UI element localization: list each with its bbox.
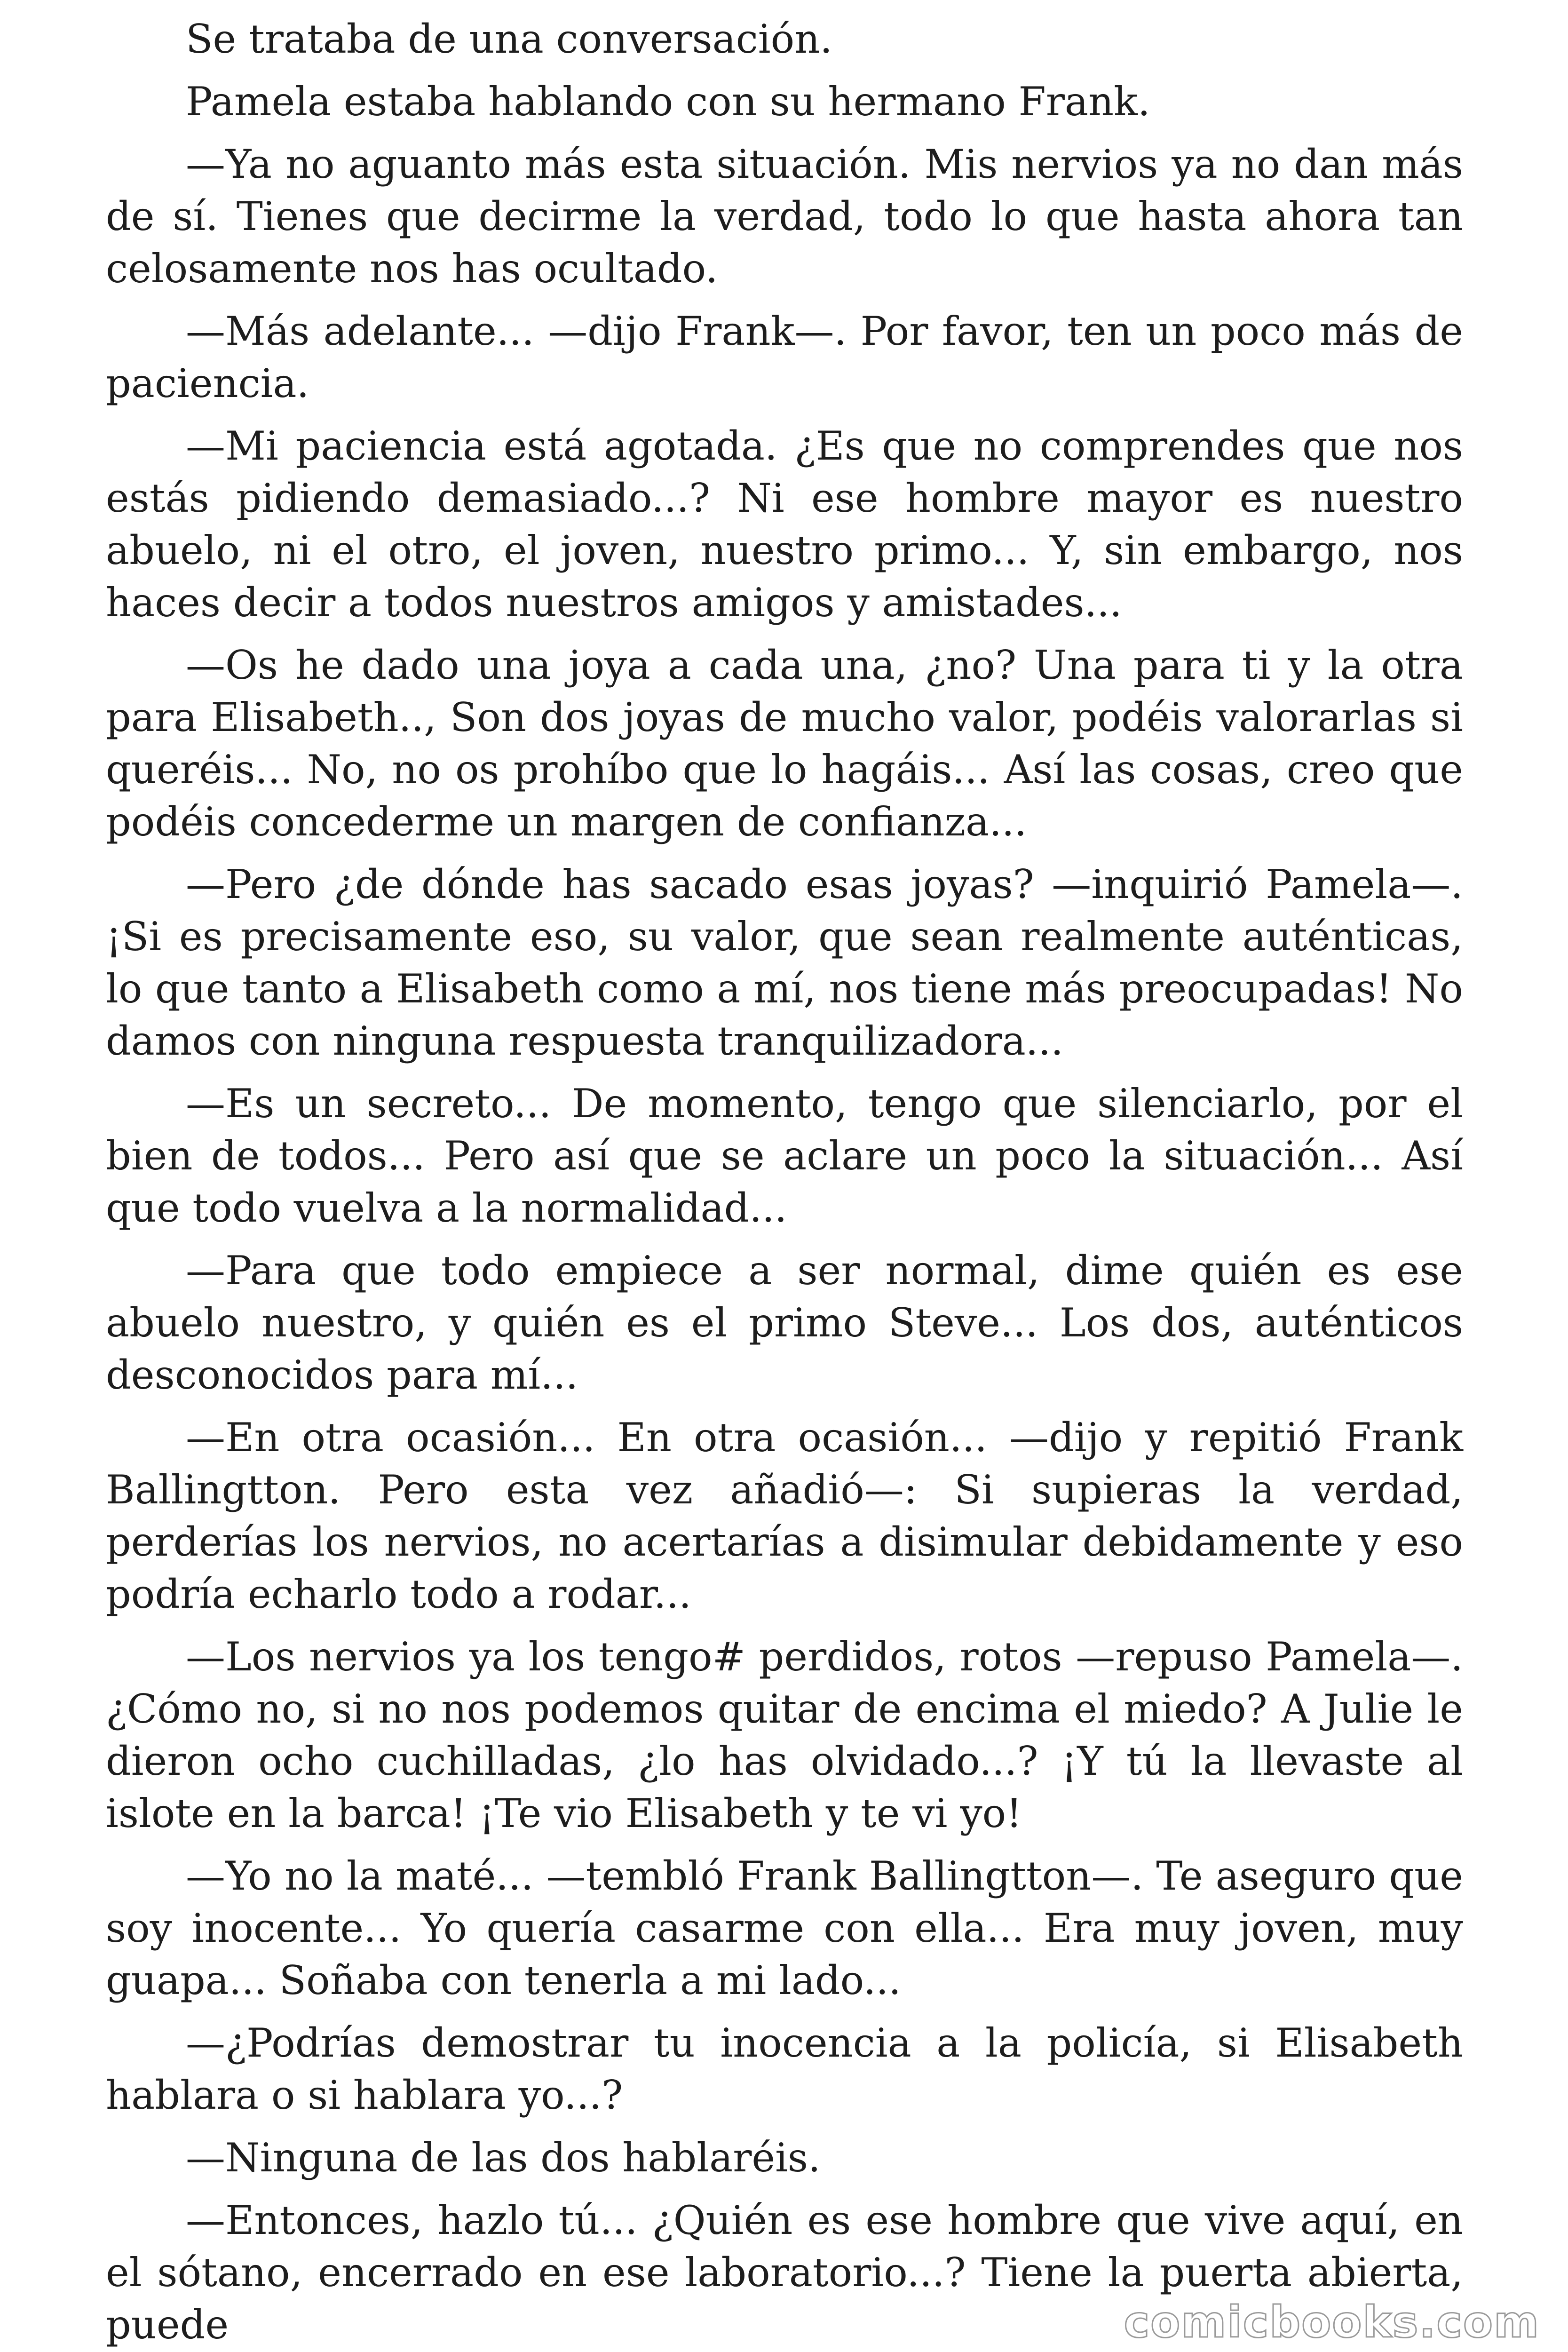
paragraph: —Yo no la maté... —tembló Frank Ballingtton—. Te aseguro que soy inocente... Yo quería casarme con ella... Era muy joven, muy guapa... Soñaba con tenerla a mi lado...: [106, 1853, 1463, 2003]
paragraph: —Pero ¿de dónde has sacado esas joyas? —inquirió Pamela—. ¡Si es precisamente eso, su valor, que sean realmente auténticas, lo que tanto a Elisabeth como a mí, nos tiene más preocupadas! No damos con ninguna respuesta tranquilizadora...: [106, 861, 1463, 1064]
book-page: [106, 13, 1463, 2352]
paragraph: —Es un secreto... De momento, tengo que silenciarlo, por el bien de todos... Pero así que se aclare un poco la situación... Así que todo vuelva a la normalidad...: [106, 1081, 1463, 1231]
paragraph: —Ya no aguanto más esta situación. Mis nervios ya no dan más de sí. Tienes que decirme la verdad, todo lo que hasta ahora tan celosamente nos has ocultado.: [106, 141, 1463, 292]
paragraph: —Más adelante... —dijo Frank—. Por favor, ten un poco más de paciencia.: [106, 308, 1463, 406]
paragraph: Se trataba de una conversación.: [186, 16, 833, 62]
paragraph: —En otra ocasión... En otra ocasión... —dijo y repitió Frank Ballingtton. Pero esta vez añadió—: Si supieras la verdad, perderías los nervios, no acertarías a disimular debidamente y eso podría echarlo todo a rodar...: [106, 1414, 1463, 1617]
paragraph: —Mi paciencia está agotada. ¿Es que no comprendes que nos estás pidiendo demasiado...? Ni ese hombre mayor es nuestro abuelo, ni el otro, el joven, nuestro primo... Y, sin embargo, nos haces decir a todos nuestros amigos y amistades...: [106, 423, 1463, 626]
watermark: comicbooks.com: [1124, 2297, 1540, 2347]
paragraph: —Para que todo empiece a ser normal, dime quién es ese abuelo nuestro, y quién es el primo Steve... Los dos, auténticos desconocidos para mí...: [106, 1248, 1463, 1398]
paragraph: —Entonces, hazlo tú... ¿Quién es ese hombre que vive aquí, en el sótano, encerrado en ese laboratorio...? Tiene la puerta abierta, puede: [106, 2197, 1463, 2348]
paragraph: Pamela estaba hablando con su hermano Frank.: [186, 79, 1150, 125]
paragraph: —Ninguna de las dos hablaréis.: [186, 2135, 821, 2181]
paragraph: —¿Podrías demostrar tu inocencia a la policía, si Elisabeth hablara o si hablara yo...?: [106, 2020, 1463, 2118]
paragraph: —Os he dado una joya a cada una, ¿no? Una para ti y la otra para Elisabeth.., Son dos joyas de mucho valor, podéis valorarlas si queréis... No, no os prohíbo que lo hagáis... Así las cosas, creo que podéis concederme un margen de confianza...: [106, 642, 1463, 845]
paragraph: —Los nervios ya los tengo# perdidos, rotos —repuso Pamela—. ¿Cómo no, si no nos podemos quitar de encima el miedo? A Julie le dieron ocho cuchilladas, ¿lo has olvidado...? ¡Y tú la llevaste al islote en la barca! ¡Te vio Elisabeth y te vi yo!: [106, 1634, 1463, 1836]
